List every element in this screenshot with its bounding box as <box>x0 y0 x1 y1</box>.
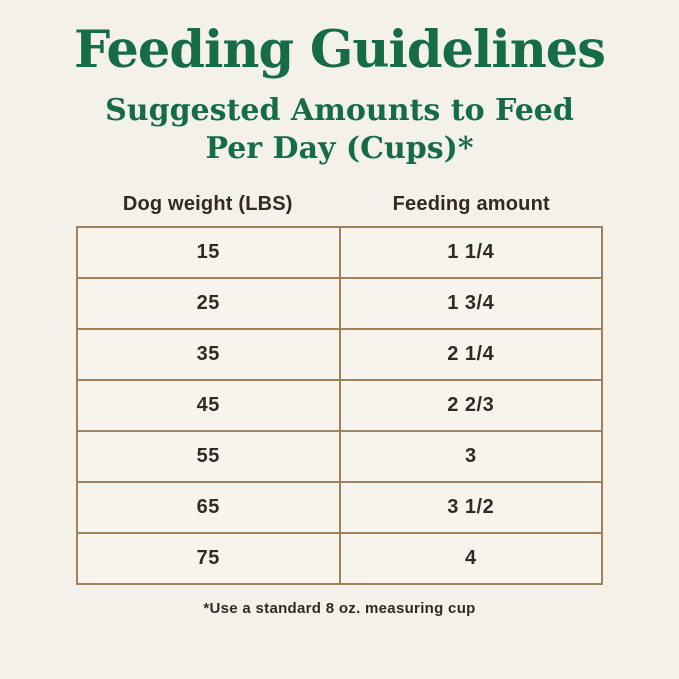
table-row <box>77 380 602 431</box>
table-body <box>77 227 602 584</box>
dog-weight-cell: 45 <box>77 380 340 431</box>
dog-weight-cell: 35 <box>77 329 340 380</box>
subtitle-line-1: Suggested Amounts to Feed <box>105 93 574 129</box>
table-column-headers <box>76 193 603 216</box>
feeding-guidelines-table <box>76 226 603 585</box>
table-row <box>77 431 602 482</box>
dog-weight-cell: 55 <box>77 431 340 482</box>
column-header-feeding-amount: Feeding amount <box>392 193 550 216</box>
table-row <box>77 278 602 329</box>
column-header-dog-weight: Dog weight (LBS) <box>122 193 293 216</box>
page-subtitle <box>105 92 574 167</box>
feeding-amount-cell: 1 3/4 <box>340 278 603 329</box>
feeding-amount-cell: 3 1/2 <box>340 482 603 533</box>
feeding-amount-cell: 2 1/4 <box>340 329 603 380</box>
subtitle-line-2: Per Day (Cups)* <box>205 130 474 166</box>
feeding-amount-cell: 2 2/3 <box>340 380 603 431</box>
table-row <box>77 533 602 584</box>
page-title: Feeding Guidelines <box>74 20 605 80</box>
table-row <box>77 329 602 380</box>
feeding-amount-cell: 4 <box>340 533 603 584</box>
dog-weight-cell: 15 <box>77 227 340 278</box>
dog-weight-cell: 65 <box>77 482 340 533</box>
feeding-amount-cell: 3 <box>340 431 603 482</box>
measuring-cup-footnote: *Use a standard 8 oz. measuring cup <box>203 600 476 618</box>
table-row <box>77 482 602 533</box>
table-row <box>77 227 602 278</box>
dog-weight-cell: 75 <box>77 533 340 584</box>
dog-weight-cell: 25 <box>77 278 340 329</box>
feeding-amount-cell: 1 1/4 <box>340 227 603 278</box>
